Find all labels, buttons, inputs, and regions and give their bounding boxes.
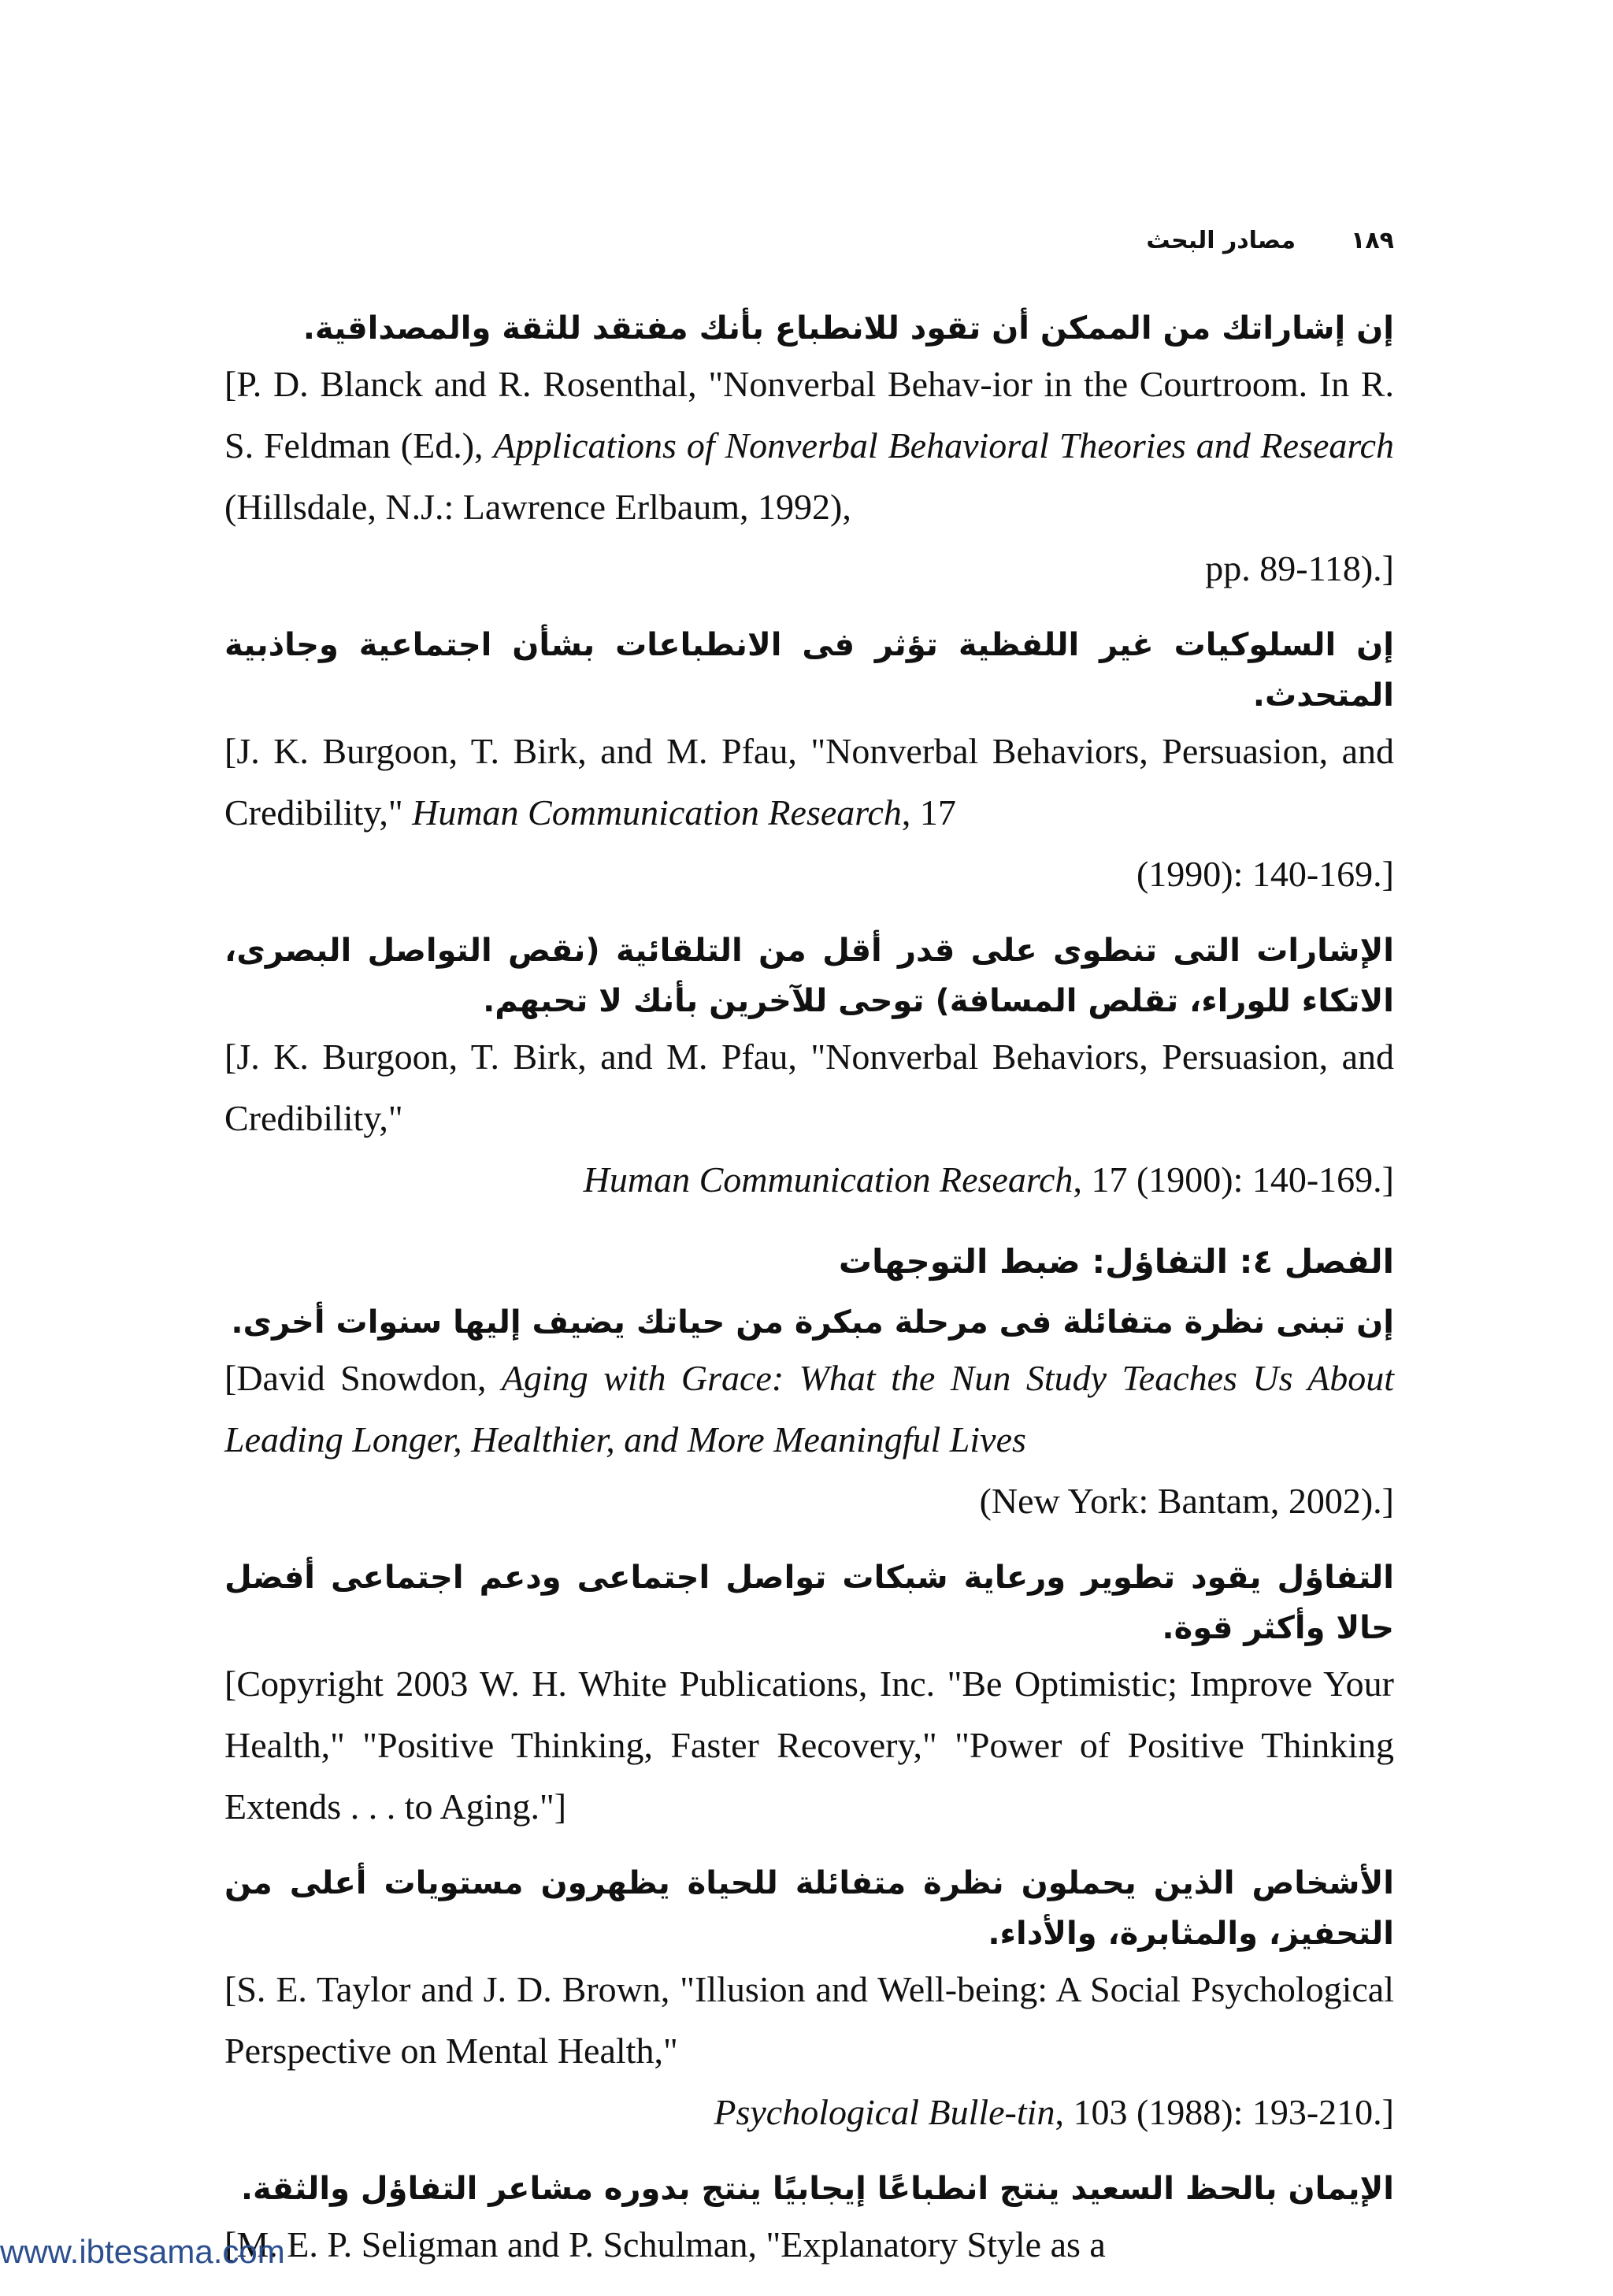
citation-tail: (1990): 140-169.] (1136, 854, 1394, 894)
citation: [M. E. P. Seligman and P. Schulman, "Explanatory Style as a (224, 2224, 1106, 2264)
page-number: ١٨٩ (1351, 227, 1394, 254)
citation: [P. D. Blanck and R. Rosenthal, "Nonverbal Behav-ior in the Courtroom. In R. S. Feldman (Ed.), Applications of Nonverbal Behavioral Theories and Research (Hillsdale, N.J.: Lawrence Erlbaum, 1992), (224, 364, 1395, 527)
citation-tail: (New York: Bantam, 2002).] (979, 1481, 1394, 1521)
reference-entry (224, 620, 1394, 905)
arabic-claim: إن إشاراتك من الممكن أن تقود للانطباع بأنك مفتقد للثقة والمصداقية. (302, 310, 1394, 347)
chapter-heading: الفصل ٤: التفاؤل: ضبط التوجهات (838, 1242, 1394, 1281)
reference-entry (224, 2164, 1394, 2276)
watermark-link[interactable]: www.ibtesama.com (0, 2233, 285, 2270)
citation: [J. K. Burgoon, T. Birk, and M. Pfau, "Nonverbal Behaviors, Persuasion, and Credibility," Human Communication Research, 17 (224, 731, 1394, 833)
arabic-claim: الإيمان بالحظ السعيد ينتج انطباعًا إيجابيًا ينتج بدوره مشاعر التفاؤل والثقة. (240, 2171, 1394, 2207)
citation-tail: pp. 89-118).] (1205, 548, 1394, 588)
citation: [Copyright 2003 W. H. White Publications, Inc. "Be Optimistic; Improve Your Health," "Positive Thinking, Faster Recovery," "Power of Positive Thinking Extends . . . to Aging."] (224, 1664, 1394, 1827)
citation: [S. E. Taylor and J. D. Brown, "Illusion and Well-being: A Social Psychological Perspective on Mental Health," (224, 1969, 1394, 2071)
reference-entry (224, 925, 1394, 1211)
reference-entry (224, 1297, 1394, 1532)
arabic-claim: إن السلوكيات غير اللفظية تؤثر فى الانطباعات بشأن اجتماعية وجاذبية المتحدث. (224, 627, 1394, 714)
page-content (224, 303, 1394, 2296)
citation-title: Psychological Bulle-tin (714, 2092, 1055, 2132)
arabic-claim: الأشخاص الذين يحملون نظرة متفائلة للحياة يظهرون مستويات أعلى من التحفيز، والمثابرة، والأداء. (224, 1865, 1394, 1952)
citation-title: Human Communication Research (412, 792, 902, 833)
arabic-claim: إن تبنى نظرة متفائلة فى مرحلة مبكرة من حياتك يضيف إليها سنوات أخرى. (231, 1304, 1394, 1341)
citation-title: Human Communication Research (583, 1159, 1073, 1200)
citation-tail: Human Communication Research, 17 (1900): 140-169.] (583, 1159, 1394, 1200)
citation-title: Aging with Grace: What the Nun Study Teaches Us About Leading Longer, Healthier, and More Meaningful Lives (224, 1358, 1394, 1460)
reference-entry (224, 1858, 1394, 2143)
reference-entry (224, 303, 1394, 599)
arabic-claim: الإشارات التى تنطوى على قدر أقل من التلقائية (نقص التواصل البصرى، الاتكاء للوراء، تقلص المسافة) توحى للآخرين بأنك لا تحبهم. (224, 933, 1394, 1019)
citation-title: Applications of Nonverbal Behavioral Theories and Research (493, 425, 1395, 466)
citation-tail: Psychological Bulle-tin, 103 (1988): 193-210.] (714, 2092, 1394, 2132)
citation: [J. K. Burgoon, T. Birk, and M. Pfau, "Nonverbal Behaviors, Persuasion, and Credibility," (224, 1037, 1394, 1138)
citation: [David Snowdon, Aging with Grace: What the Nun Study Teaches Us About Leading Longer, Healthier, and More Meaningful Lives (224, 1358, 1394, 1460)
page-header (213, 227, 1394, 254)
arabic-claim: التفاؤل يقود تطوير ورعاية شبكات تواصل اجتماعى ودعم اجتماعى أفضل حالا وأكثر قوة. (224, 1560, 1394, 1646)
running-head: مصادر البحث (1146, 227, 1296, 254)
reference-entry (224, 1552, 1394, 1838)
